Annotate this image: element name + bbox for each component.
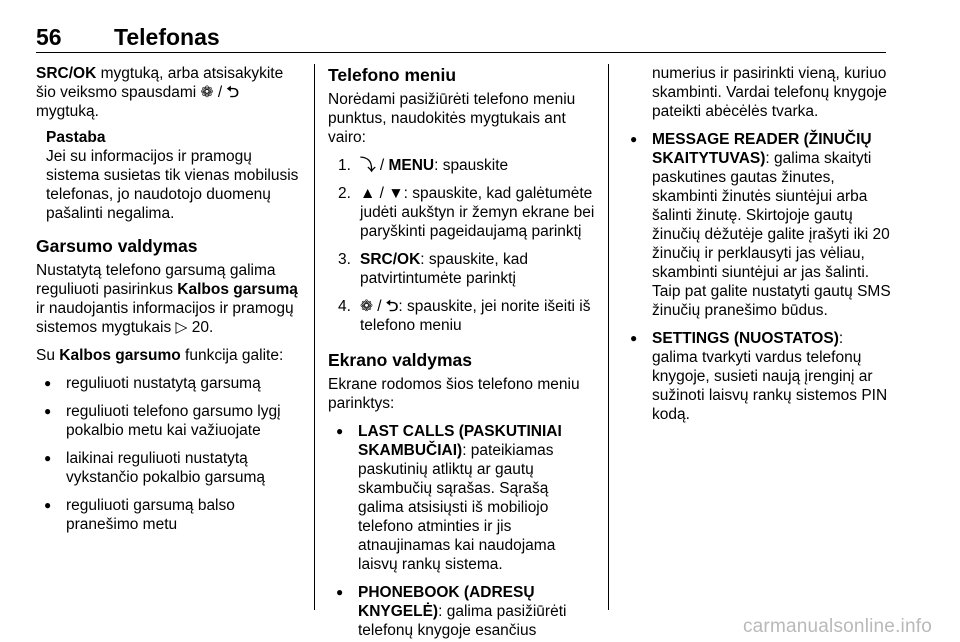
step-number: 2. <box>338 185 351 202</box>
back-icon: ⮌ <box>385 298 399 315</box>
list-item: ● reguliuoti nustatytą garsumą <box>36 374 306 393</box>
intro-text: mygtuką, arba atsisakykite šio veiksmo spausdami <box>36 65 284 101</box>
list-item <box>328 156 596 175</box>
menu-paragraph: Norėdami pasižiūrėti telefono meniu punktus, naudokitės mygtukais ant vairo: <box>328 91 576 146</box>
watermark: carmanualsonline.info <box>742 616 932 637</box>
step-sep: / <box>375 157 389 174</box>
volume-paragraph <box>36 261 306 337</box>
bullet-text: : galima tvarkyti vardus telefonų knygoje, susieti naują įrenginį ar sužinoti laisvų rankų sistemos PIN kodą. <box>652 330 888 423</box>
hangup-icon: ❁ <box>360 298 373 315</box>
bullet-text: : galima pasižiūrėti telefonų knygoje esančius <box>358 603 567 639</box>
volume-text-1: Nustatytą telefono garsumą galima reguliuoti pasirinkus <box>36 262 276 298</box>
bullet-bold: LAST CALLS (PASKUTINIAI SKAMBUČIAI) <box>358 423 562 459</box>
volume-text-2: ir naudojantis informacijos ir pramogų sistemos mygtukais <box>36 300 294 336</box>
step-number: 1. <box>338 157 351 174</box>
heading-screen-control: Ekrano valdymas <box>328 350 472 370</box>
call-icon: ⤵ <box>360 157 376 174</box>
volume-bold: Kalbos garsumą <box>177 281 298 298</box>
func-text-2: funkcija galite: <box>180 347 284 364</box>
func-bold: Kalbos garsumo <box>59 347 181 364</box>
func-text-1: Su <box>36 347 60 364</box>
step-text: : spauskite, jei norite išeiti iš telefono meniu <box>360 298 591 334</box>
function-paragraph <box>36 346 306 365</box>
bullet-bold: MESSAGE READER (ŽINUČIŲ SKAITYTUVAS) <box>652 131 872 167</box>
list-item <box>622 329 892 424</box>
step-text: : spauskite <box>434 157 509 174</box>
note-block <box>36 128 306 223</box>
back-icon: ⮌ <box>226 84 239 101</box>
page-title: Telefonas <box>114 24 220 50</box>
heading-volume: Garsumo valdymas <box>36 236 198 256</box>
note-text: Jei su informacijos ir pramogų sistema susietas tik vienas mobilusis telefonas, jo naudotojo duomenų pašalinti negalima. <box>46 148 299 222</box>
list-item <box>622 130 892 320</box>
hangup-icon: ❁ <box>200 84 214 101</box>
header-rule <box>36 52 886 53</box>
step-sep: / <box>373 298 386 315</box>
volume-ref: 20. <box>187 319 214 336</box>
bullet-text: : pateikiamas paskutinių atliktų ar gautų skambučių sąrašas. Sąrašą galima atsisiųsti iš mobiliojo telefono atminties ir jis atnaujinamas kai naudojama laisvų rankų sistema. <box>358 442 556 573</box>
step-text: : spauskite, kad galėtumėte judėti aukštyn ir žemyn ekrane bei paryškinti pageidaujamą parinktį <box>360 185 595 240</box>
arrow-down-icon: ▼ <box>388 185 404 202</box>
list-item <box>328 250 596 288</box>
column-3 <box>622 64 892 424</box>
column-1 <box>36 64 306 534</box>
step-src-ok: SRC/OK <box>360 251 421 268</box>
column-2 <box>328 64 596 640</box>
column-separator-1 <box>314 64 315 610</box>
screen-paragraph: Ekrane rodomos šios telefono meniu parinktys: <box>328 376 580 412</box>
page-ref-icon: ▷ <box>175 319 188 336</box>
bullet-text: : galima skaityti paskutines gautas žinutes, skambinti žinutės siuntėjui arba šalinti žinutę. Skirtojoje gautų žinučių dėžutėje galite įrašyti iki 20 žinučių ir perklausyti jas vėliau, skambinti siuntėjui ar jas šalinti. Taip pat galite nustatyti gautų SMS žinučių pranešimo būdus. <box>652 150 891 319</box>
column-separator-2 <box>608 64 609 610</box>
list-item: ● reguliuoti garsumą balso pranešimo metu <box>36 496 306 534</box>
step-number: 3. <box>338 251 351 268</box>
page-number: 56 <box>36 24 62 50</box>
step-text: : spauskite, kad patvirtintumėte parinktį <box>360 251 528 287</box>
list-item <box>328 184 596 241</box>
continued-text: numerius ir pasirinkti vieną, kuriuo skambinti. Vardai telefonų knygoje pateikti abėcėlės tvarka. <box>652 65 887 120</box>
arrow-up-icon: ▲ <box>360 185 376 202</box>
intro-sep: / <box>213 84 227 101</box>
intro-src-ok: SRC/OK <box>36 65 97 82</box>
bullet-bold: SETTINGS (NUOSTATOS) <box>652 330 839 347</box>
intro-end: mygtuką. <box>36 103 99 120</box>
note-title: Pastaba <box>46 129 106 146</box>
heading-phone-menu: Telefono meniu <box>328 65 457 85</box>
step-menu: MENU <box>388 157 435 174</box>
list-item <box>328 297 596 335</box>
list-item <box>328 583 596 640</box>
intro-paragraph <box>36 64 306 121</box>
bullet-bold: PHONEBOOK (ADRESŲ KNYGELĖ) <box>358 584 535 620</box>
step-sep: / <box>375 185 389 202</box>
list-item: ● reguliuoti telefono garsumo lygį pokalbio metu kai važiuojate <box>36 402 306 440</box>
step-number: 4. <box>338 298 351 315</box>
list-item <box>328 422 596 574</box>
list-item: ● laikinai reguliuoti nustatytą vykstančio pokalbio garsumą <box>36 449 306 487</box>
